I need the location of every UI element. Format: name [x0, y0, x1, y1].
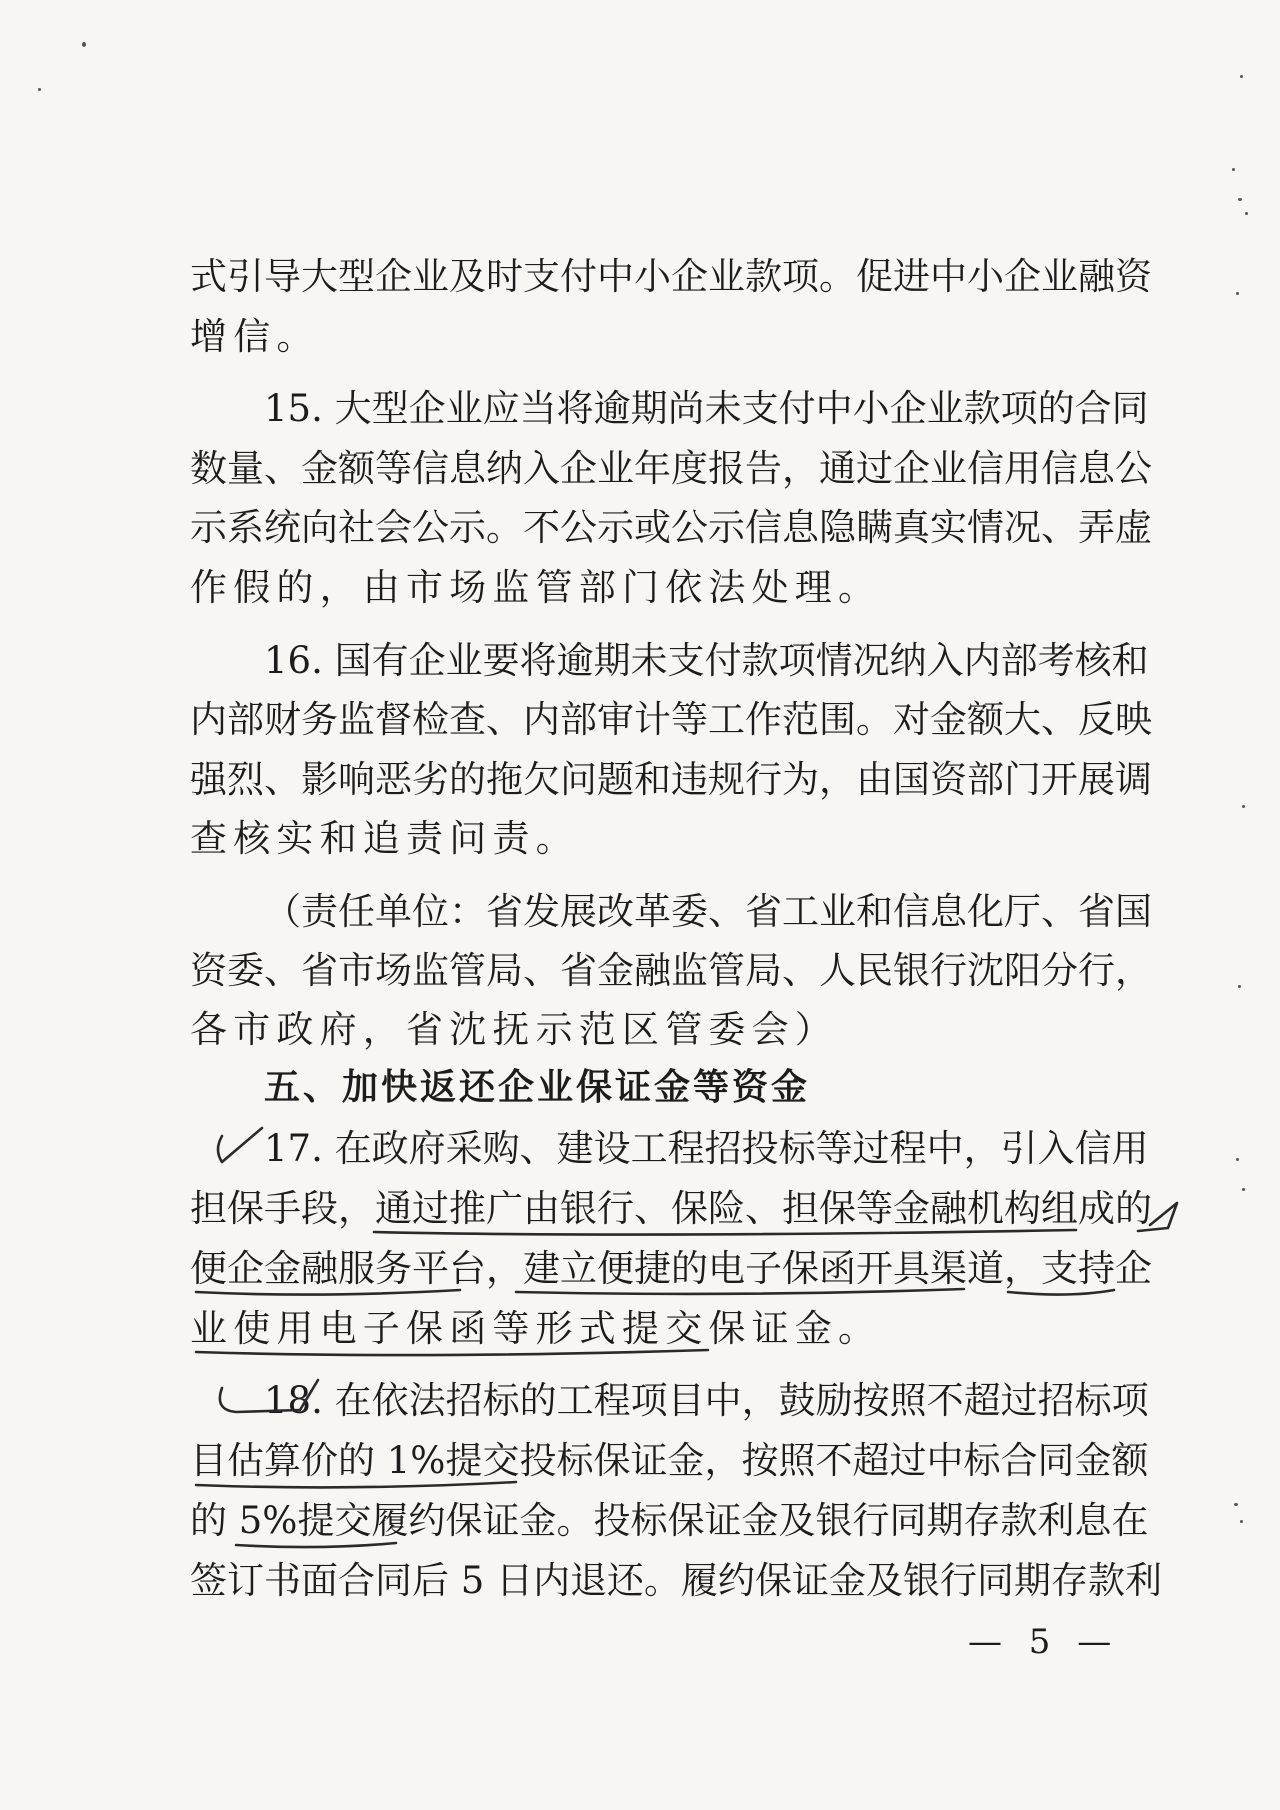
- scan-speck: [1238, 985, 1241, 988]
- scan-speck: [1236, 292, 1239, 295]
- text-line-3: 15. 大型企业应当将逾期尚未支付中小企业款项的合同: [264, 387, 1149, 430]
- text-line-12: 资委、省市场监管局、省金融监管局、人民银行沈阳分行，: [190, 949, 1152, 992]
- text-line-4: 数量、金额等信息纳入企业年度报告，通过企业信用信息公: [190, 447, 1152, 490]
- scan-speck: [1240, 1520, 1243, 1523]
- text-line-17: 便企金融服务平台，建立便捷的电子保函开具渠道，支持企: [190, 1247, 1152, 1290]
- text-line-1: 式引导大型企业及时支付中小企业款项。促进中小企业融资: [190, 255, 1152, 298]
- text-line-13: 各市政府，省沈抚示范区管委会）: [190, 1008, 838, 1051]
- scan-speck: [1242, 1188, 1245, 1191]
- scan-speck: [1238, 198, 1242, 201]
- text-line-11: （责任单位：省发展改革委、省工业和信息化厅、省国: [264, 890, 1152, 933]
- scan-speck: [82, 42, 86, 47]
- text-line-2: 增信。: [190, 315, 320, 358]
- scan-speck: [38, 88, 41, 91]
- scan-speck: [1240, 75, 1243, 78]
- text-line-16: 担保手段，通过推广由银行、保险、担保等金融机构组成的: [190, 1187, 1152, 1230]
- text-line-6: 作假的，由市场监管部门依法处理。: [190, 566, 882, 609]
- text-line-10: 查核实和追责问责。: [190, 817, 579, 860]
- text-line-19: 18. 在依法招标的工程项目中，鼓励按照不超过招标项: [264, 1379, 1149, 1422]
- scan-speck: [1236, 1158, 1239, 1161]
- text-line-22: 签订书面合同后 5 日内退还。履约保证金及银行同期存款利: [190, 1559, 1163, 1602]
- text-line-9: 强烈、影响恶劣的拖欠问题和违规行为，由国资部门开展调: [190, 758, 1152, 801]
- text-line-18: 业使用电子保函等形式提交保证金。: [190, 1307, 882, 1350]
- scan-speck: [1245, 212, 1248, 215]
- text-line-20: 目估算价的 1%提交投标保证金，按照不超过中标合同金额: [190, 1439, 1149, 1482]
- page-number: — 5 —: [968, 1622, 1120, 1662]
- scan-speck: [1242, 805, 1245, 808]
- text-line-7: 16. 国有企业要将逾期未支付款项情况纳入内部考核和: [264, 639, 1149, 682]
- text-line-15: 17. 在政府采购、建设工程招投标等过程中，引入信用: [264, 1127, 1149, 1170]
- scan-speck: [1234, 1503, 1238, 1506]
- section-heading: 五、加快返还企业保证金等资金: [264, 1067, 811, 1108]
- text-line-21: 的 5%提交履约保证金。投标保证金及银行同期存款利息在: [190, 1499, 1149, 1542]
- text-line-8: 内部财务监督检查、内部审计等工作范围。对金额大、反映: [190, 698, 1152, 741]
- check-mark-17: [218, 1128, 262, 1162]
- text-line-5: 示系统向社会公示。不公示或公示信息隐瞒真实情况、弄虚: [190, 506, 1152, 549]
- scan-speck: [1232, 168, 1235, 171]
